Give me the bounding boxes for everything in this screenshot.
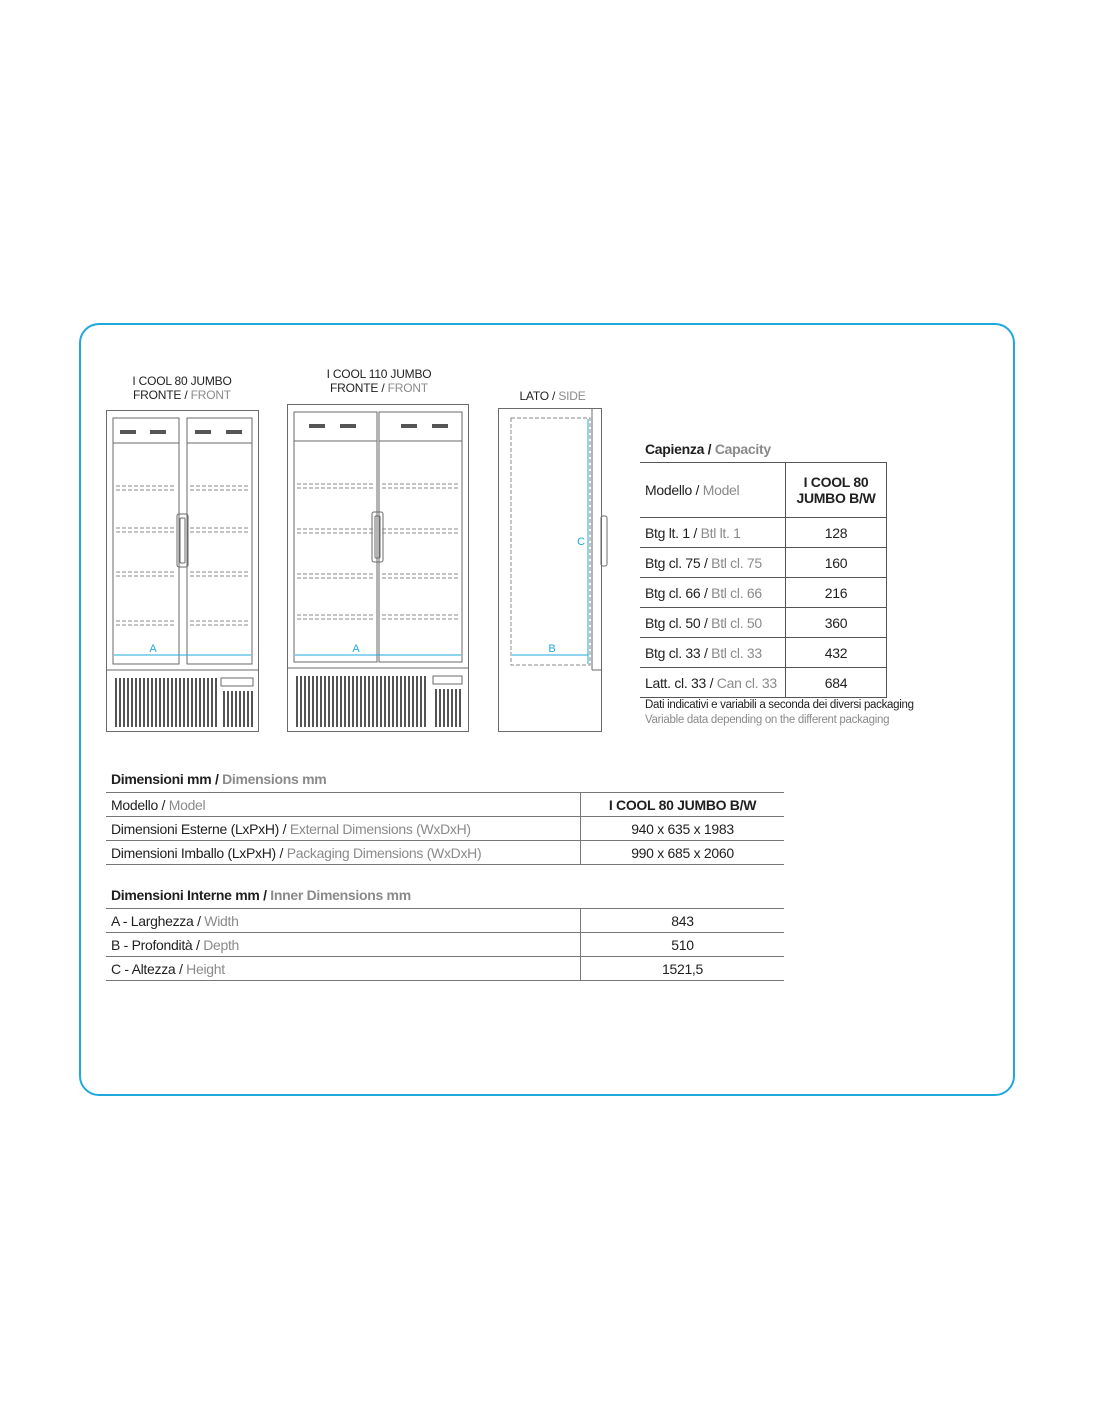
table-row: Btg cl. 50 / Btl cl. 50 360 xyxy=(640,608,887,638)
table-row: A - Larghezza / Width 843 xyxy=(106,909,784,933)
capacity-note-en: Variable data depending on the different packaging xyxy=(645,714,890,726)
inner-dimensions-title: Dimensioni Interne mm / Inner Dimensions mm xyxy=(111,887,411,903)
front80-drawing xyxy=(106,410,260,733)
table-row: Dimensioni Imballo (LxPxH) / Packaging Dimensions (WxDxH) 990 x 685 x 2060 xyxy=(106,841,784,865)
inner-dimensions-table xyxy=(106,908,784,981)
side-view-en: SIDE xyxy=(558,389,586,403)
front110-model: I COOL 110 JUMBO xyxy=(326,367,432,381)
side-drawing xyxy=(498,408,610,734)
front110-dim-a: A xyxy=(352,643,360,655)
side-dim-b: B xyxy=(548,643,556,655)
front80-view-it: FRONTE xyxy=(133,388,182,402)
front80-dim-a: A xyxy=(149,643,157,655)
table-row: B - Profondità / Depth 510 xyxy=(106,933,784,957)
table-row: Btg cl. 75 / Btl cl. 75 160 xyxy=(640,548,887,578)
table-row: Btg lt. 1 / Btl lt. 1 128 xyxy=(640,518,887,548)
front110-drawing xyxy=(287,404,470,733)
side-view-it: LATO xyxy=(519,389,549,403)
table-row: C - Altezza / Height 1521,5 xyxy=(106,957,784,981)
table-row: Btg cl. 33 / Btl cl. 33 432 xyxy=(640,638,887,668)
table-row: Dimensioni Esterne (LxPxH) / External Dimensions (WxDxH) 940 x 635 x 1983 xyxy=(106,817,784,841)
front80-model: I COOL 80 JUMBO xyxy=(132,374,232,388)
capacity-table xyxy=(640,462,887,698)
dimensions-title: Dimensioni mm / Dimensions mm xyxy=(111,771,327,787)
dimensions-table xyxy=(106,792,784,865)
front110-view-it: FRONTE xyxy=(330,381,379,395)
table-row: Latt. cl. 33 / Can cl. 33 684 xyxy=(640,668,887,698)
capacity-title: Capienza / Capacity xyxy=(645,441,771,457)
table-row: Modello / Model I COOL 80 JUMBO B/W xyxy=(640,463,887,518)
capacity-note xyxy=(645,698,914,728)
table-row: Btg cl. 66 / Btl cl. 66 216 xyxy=(640,578,887,608)
side-dim-c: C xyxy=(577,536,585,548)
table-row: Modello / Model I COOL 80 JUMBO B/W xyxy=(106,793,784,817)
side-label: LATO / SIDE xyxy=(519,389,586,403)
front110-label: I COOL 110 JUMBO FRONTE / FRONT xyxy=(305,367,453,395)
front80-view-en: FRONT xyxy=(190,388,231,402)
front110-view-en: FRONT xyxy=(387,381,428,395)
capacity-note-it: Dati indicativi e variabili a seconda dei diversi packaging xyxy=(645,699,914,711)
front80-label: I COOL 80 JUMBO FRONTE / FRONT xyxy=(112,374,252,402)
